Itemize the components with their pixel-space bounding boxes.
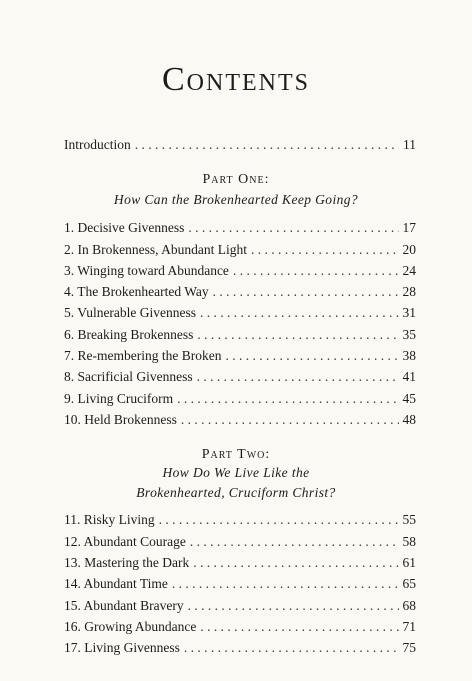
- toc-entry: [64, 368, 416, 386]
- toc-entry-page: 20: [402, 242, 416, 257]
- toc-entry: [64, 241, 416, 259]
- leader-dots: [177, 390, 398, 408]
- toc-entry: [64, 618, 416, 636]
- leader-dots: [172, 575, 399, 593]
- toc-entry-label: 11. Risky Living: [64, 512, 155, 527]
- toc-entry: [64, 262, 416, 280]
- toc-entry: [64, 639, 416, 657]
- toc-entry-label: Introduction: [64, 137, 131, 152]
- toc-entry-label: 13. Mastering the Dark: [64, 555, 190, 570]
- toc-entry-label: 7. Re-membering the Broken: [64, 348, 222, 363]
- toc-entry-page: 55: [402, 512, 416, 527]
- toc-entry-label: 5. Vulnerable Givenness: [64, 305, 197, 320]
- toc-entry-page: 75: [402, 640, 416, 655]
- toc-entry-page: 68: [402, 598, 416, 613]
- leader-dots: [190, 533, 399, 551]
- toc-entry-page: 38: [402, 348, 416, 363]
- part-two-subtitle-line2: Brokenhearted, Cruciform Christ?: [136, 485, 336, 500]
- toc-entry-label: 9. Living Cruciform: [64, 391, 174, 406]
- toc-entry-page: 61: [402, 555, 416, 570]
- toc-entry-label: 3. Winging toward Abundance: [64, 263, 229, 278]
- toc-entry-page: 17: [402, 220, 416, 235]
- leader-dots: [184, 639, 399, 657]
- toc-entry-page: 45: [402, 391, 416, 406]
- toc-entry-page: 48: [402, 412, 416, 427]
- toc-entry-label: 14. Abundant Time: [64, 576, 168, 591]
- leader-dots: [200, 304, 398, 322]
- leader-dots: [200, 618, 398, 636]
- toc-entry-page: 28: [402, 284, 416, 299]
- toc-entry: [64, 597, 416, 615]
- leader-dots: [193, 554, 398, 572]
- part-two-subtitle-line1: How Do We Live Like the: [162, 465, 310, 480]
- toc-entry: [64, 304, 416, 322]
- toc-entry-label: 2. In Brokenness, Abundant Light: [64, 242, 247, 257]
- toc-entry-label: 6. Breaking Brokenness: [64, 327, 194, 342]
- toc-entry-label: 17. Living Givenness: [64, 640, 180, 655]
- toc-entry-page: 24: [402, 263, 416, 278]
- toc-entry: [64, 575, 416, 593]
- toc-entry-label: 4. The Brokenhearted Way: [64, 284, 209, 299]
- leader-dots: [225, 347, 398, 365]
- toc-entry: [64, 554, 416, 572]
- leader-dots: [213, 283, 399, 301]
- toc-entry: [64, 390, 416, 408]
- part-one-heading: Part One:: [202, 172, 270, 187]
- part-two-heading: Part Two:: [201, 447, 271, 462]
- leader-dots: [188, 597, 399, 615]
- toc-entry-introduction: [64, 136, 416, 154]
- toc-entry-page: 11: [403, 137, 416, 152]
- toc-entry-page: 35: [402, 327, 416, 342]
- toc-entry-page: 58: [402, 534, 416, 549]
- toc-entry-label: 1. Decisive Givenness: [64, 220, 185, 235]
- toc-entry-page: 31: [402, 305, 416, 320]
- toc-entry: [64, 283, 416, 301]
- leader-dots: [197, 326, 398, 344]
- toc-entry: [64, 511, 416, 529]
- toc-entry: [64, 219, 416, 237]
- leader-dots: [188, 219, 398, 237]
- leader-dots: [135, 136, 399, 154]
- toc-entry-page: 41: [402, 369, 416, 384]
- toc-entry-label: 16. Growing Abundance: [64, 619, 197, 634]
- toc-entry: [64, 347, 416, 365]
- toc-entry-label: 10. Held Brokenness: [64, 412, 177, 427]
- toc-entry: [64, 533, 416, 551]
- toc-entry-label: 12. Abundant Courage: [64, 534, 186, 549]
- leader-dots: [233, 262, 399, 280]
- toc-entry: [64, 411, 416, 429]
- part-one-subtitle: How Can the Brokenhearted Keep Going?: [113, 192, 359, 207]
- toc-entry-page: 71: [402, 619, 416, 634]
- leader-dots: [251, 241, 399, 259]
- toc-entry-label: 8. Sacrificial Givenness: [64, 369, 193, 384]
- toc-entry-page: 65: [402, 576, 416, 591]
- toc-entry-label: 15. Abundant Bravery: [64, 598, 184, 613]
- leader-dots: [197, 368, 399, 386]
- page-title: Contents: [161, 61, 310, 98]
- toc-entry: [64, 326, 416, 344]
- leader-dots: [159, 511, 399, 529]
- leader-dots: [181, 411, 399, 429]
